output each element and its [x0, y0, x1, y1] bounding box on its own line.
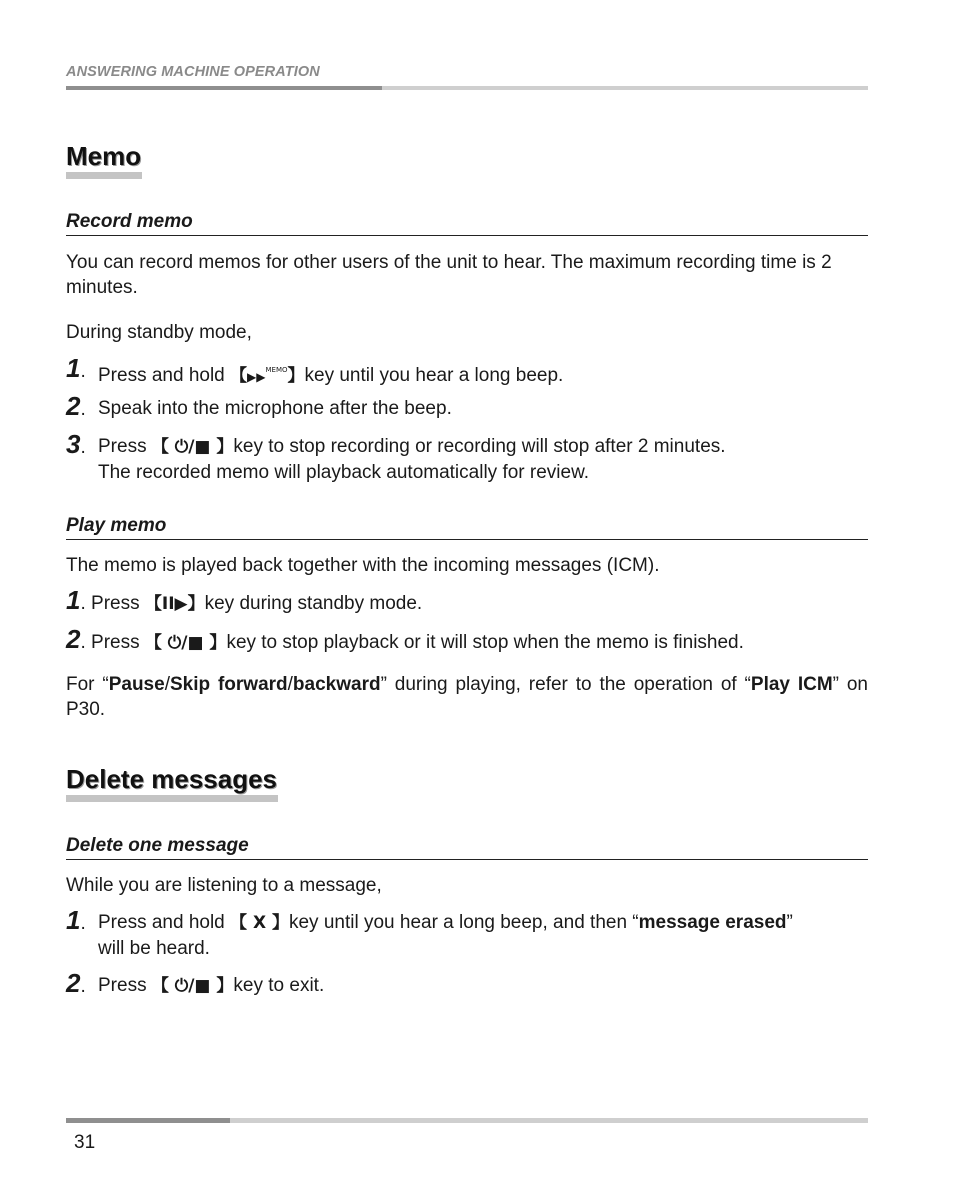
play-pause-key-icon: 【II▶】 — [144, 594, 205, 614]
skip-forward-memo-key-icon: 【▶▶$^{MEMO}$】 — [230, 366, 305, 386]
step-number: 2 — [66, 391, 81, 421]
record-step-1: 1. Press and hold 【▶▶$^{MEMO}$】key until you hear a long beep. — [66, 356, 868, 384]
play-step-1 — [66, 585, 868, 617]
header-rule-light — [382, 86, 868, 90]
step-text: key to exit. — [233, 975, 325, 996]
step-text: Press and hold — [98, 365, 231, 386]
play-memo-note: For “Pause/Skip forward/backward” during playing, refer to the operation of “Play ICM” on P30. — [66, 674, 869, 720]
step-text: key until you hear a long beep. — [304, 365, 564, 386]
delete-step-2: 2. Press 【 ⏻/■ 】key to exit. — [66, 968, 325, 998]
header-rule-dark — [66, 86, 382, 90]
footer-rule-dark — [66, 1118, 230, 1123]
step-number: 1 — [66, 905, 81, 935]
record-step-2: 2. Speak into the microphone after the beep. — [66, 394, 868, 422]
step-text-line2: will be heard. — [98, 938, 210, 959]
subheading-record-memo: Record memo — [66, 211, 868, 236]
step-text: . Press — [80, 632, 145, 653]
delete-step-1: 1. Press and hold 【 X 】key until you hear a long beep, and then “message erased” will be heard. — [66, 905, 793, 959]
power-stop-key-icon: 【 ⏻/■ 】 — [151, 976, 234, 996]
delete-one-lead: While you are listening to a message, — [66, 875, 382, 896]
step-number: 1 — [66, 585, 81, 615]
step-number: 2 — [66, 624, 81, 654]
record-step-3: 3. Press 【 ⏻/■ 】key to stop recording or recording will stop after 2 minutes. The recorded memo will playback automatically for review. — [66, 429, 726, 483]
step-text-line2: The recorded memo will playback automatically for review. — [98, 462, 590, 483]
step-text: key during standby mode. — [204, 593, 423, 614]
step-text: Press and hold — [98, 912, 231, 933]
step-text: Press — [98, 975, 152, 996]
step-text: key to stop recording or recording will stop after 2 minutes. — [233, 436, 726, 457]
section-title-memo: Memo — [66, 142, 142, 179]
record-memo-lead: During standby mode, — [66, 322, 252, 343]
step-emphasis: message erased — [638, 912, 787, 933]
step-number: 2 — [66, 968, 81, 998]
play-step-2 — [66, 624, 868, 656]
power-stop-key-icon: 【 ⏻/■ 】 — [151, 437, 234, 457]
step-number: 1 — [66, 353, 81, 383]
step-number: 3 — [66, 429, 81, 459]
step-text: Speak into the microphone after the beep. — [98, 398, 452, 419]
step-text: . Press — [80, 593, 145, 614]
step-text: key until you hear a long beep, and then “ — [288, 912, 639, 933]
step-text: Press — [98, 436, 152, 457]
section-title-delete-messages: Delete messages — [66, 765, 278, 802]
subheading-play-memo: Play memo — [66, 515, 868, 540]
step-text: key to stop playback or it will stop when the memo is finished. — [226, 632, 744, 653]
subheading-delete-one-message: Delete one message — [66, 835, 868, 860]
delete-x-key-icon: 【 X 】 — [230, 913, 289, 933]
record-memo-intro: You can record memos for other users of the unit to hear. The maximum recording time is 2 minutes. — [66, 252, 832, 298]
power-stop-key-icon: 【 ⏻/■ 】 — [144, 633, 227, 653]
play-memo-intro: The memo is played back together with the incoming messages (ICM). — [66, 555, 660, 576]
page-number: 31 — [74, 1132, 96, 1153]
footer-rule-light — [230, 1118, 868, 1123]
running-header: ANSWERING MACHINE OPERATION — [66, 64, 320, 80]
